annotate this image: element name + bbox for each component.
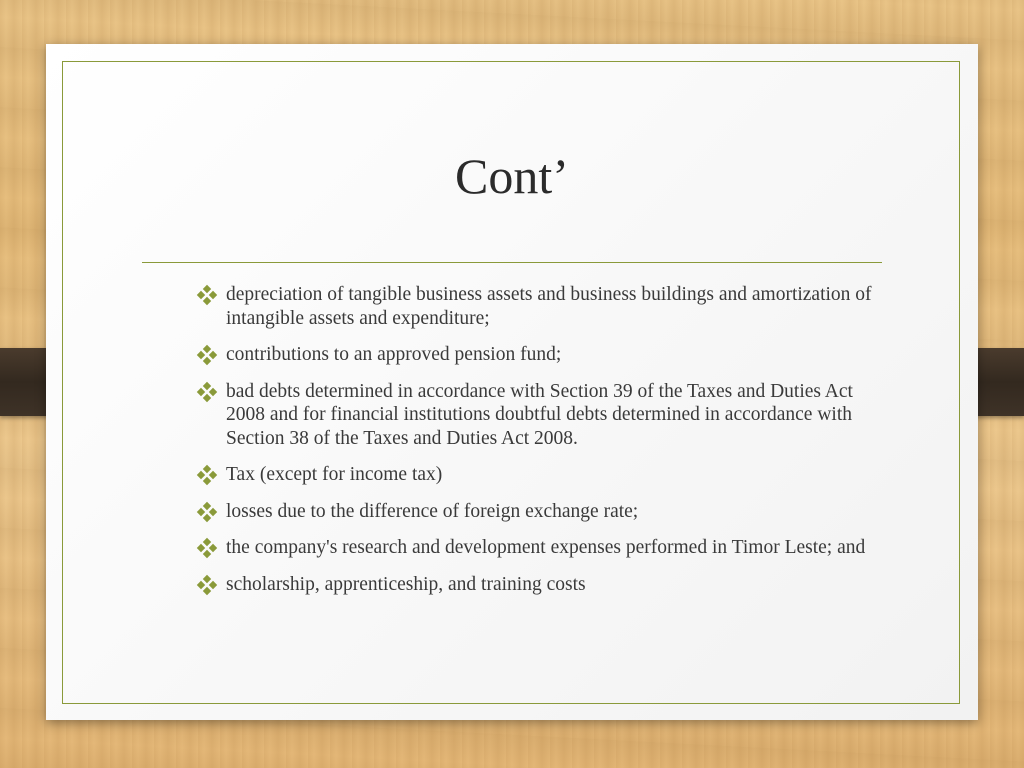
slide-paper (46, 44, 978, 720)
four-diamond-icon (196, 464, 218, 486)
list-item (196, 536, 896, 560)
list-item-text: losses due to the difference of foreign exchange rate; (226, 500, 639, 522)
list-item-text: contributions to an approved pension fund; (226, 344, 562, 365)
title-divider (142, 262, 882, 263)
four-diamond-icon (196, 381, 218, 403)
list-item-text: depreciation of tangible business assets and business buildings and amortization of intangible assets and expenditure; (226, 284, 872, 329)
list-item (196, 500, 896, 524)
four-diamond-icon (196, 537, 218, 559)
list-item (196, 343, 896, 367)
list-item (196, 463, 896, 487)
list-item (196, 573, 896, 597)
list-item-text: scholarship, apprenticeship, and training costs (226, 573, 586, 595)
bullet-list (196, 283, 896, 609)
four-diamond-icon (196, 574, 218, 596)
slide-title: Cont’ (455, 148, 569, 204)
list-item-text: bad debts determined in accordance with Section 39 of the Taxes and Duties Act 2008 and for financial institutions doubtful debts determined in accordance with Section 38 of the Taxes and Duties Act 2008. (226, 380, 853, 449)
list-item (196, 380, 896, 451)
list-item-text: the company's research and development expenses performed in Timor Leste; and (226, 537, 866, 558)
list-item (196, 283, 896, 330)
four-diamond-icon (196, 344, 218, 366)
list-item-text: Tax (except for income tax) (226, 464, 443, 485)
four-diamond-icon (196, 284, 218, 306)
four-diamond-icon (196, 501, 218, 523)
